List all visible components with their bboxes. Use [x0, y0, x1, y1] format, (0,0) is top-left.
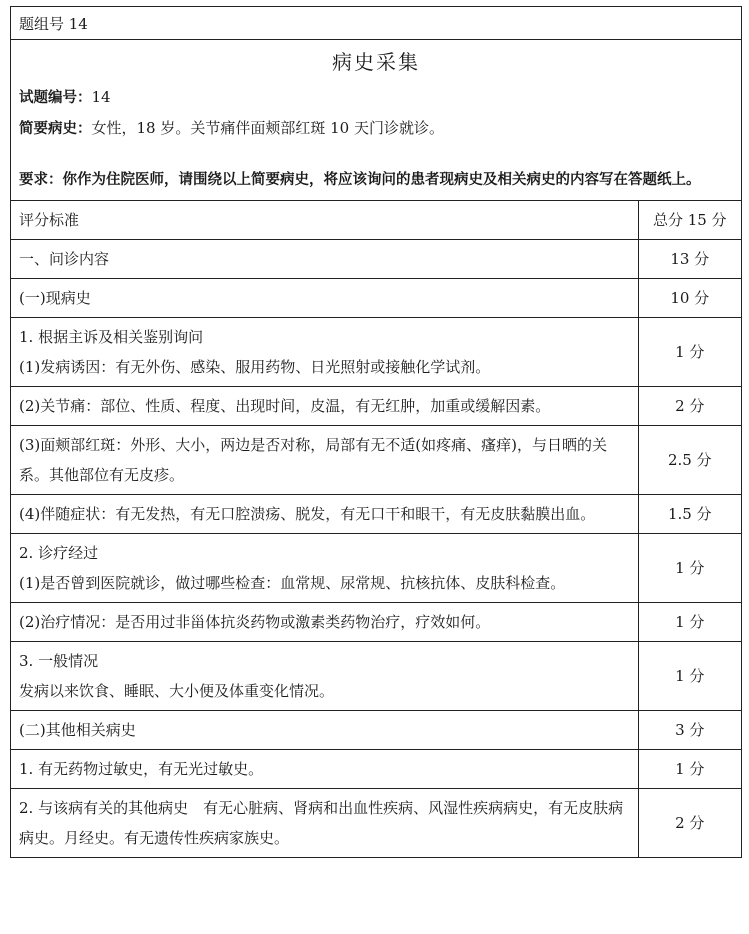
- criteria-line: (3)面颊部红斑：外形、大小，两边是否对称，局部有无不适(如疼痛、瘙痒)，与日晒的关系。其他部位有无皮疹。: [19, 436, 607, 484]
- criteria-cell: [11, 642, 638, 711]
- criteria-cell: [11, 318, 638, 387]
- criteria-cell: [11, 279, 638, 318]
- question-header: [11, 40, 741, 201]
- criteria-cell: [11, 711, 638, 750]
- group-number: 题组号 14: [11, 7, 741, 40]
- score-cell: 2 分: [638, 789, 741, 858]
- criteria-line: (二)其他相关病史: [19, 721, 136, 739]
- criteria-cell: [11, 387, 638, 426]
- criteria-cell: [11, 495, 638, 534]
- history-sep: ：: [77, 121, 92, 137]
- exam-id-line: [19, 82, 733, 113]
- table-row: [11, 603, 741, 642]
- exam-id-sep: ：: [77, 90, 92, 106]
- criteria-line: 1. 有无药物过敏史，有无光过敏史。: [19, 760, 264, 778]
- exam-id-label: 试题编号: [19, 90, 77, 106]
- score-cell: 10 分: [638, 279, 741, 318]
- score-cell: 1 分: [638, 750, 741, 789]
- table-row: [11, 534, 741, 603]
- criteria-line: 3. 一般情况: [19, 652, 99, 670]
- criteria-line: 一、问诊内容: [19, 250, 110, 268]
- criteria-line: 发病以来饮食、睡眠、大小便及体重变化情况。: [19, 682, 335, 700]
- criteria-line: (1)是否曾到医院就诊，做过哪些检查：血常规、尿常规、抗核抗体、皮肤科检查。: [19, 574, 566, 592]
- score-cell: 2 分: [638, 387, 741, 426]
- exam-id-value: 14: [91, 88, 111, 106]
- history-line: [19, 113, 733, 144]
- table-row: [11, 426, 741, 495]
- criteria-line: (2)关节痛：部位、性质、程度、出现时间，皮温，有无红肿，加重或缓解因素。: [19, 397, 551, 415]
- table-row: [11, 642, 741, 711]
- criteria-line: 1. 根据主诉及相关鉴别询问: [19, 328, 204, 346]
- criteria-cell: [11, 240, 638, 279]
- criteria-cell: [11, 426, 638, 495]
- score-cell: 2.5 分: [638, 426, 741, 495]
- score-cell: 1.5 分: [638, 495, 741, 534]
- table-row: [11, 711, 741, 750]
- scoring-table: [11, 201, 741, 857]
- requirement: [19, 166, 733, 194]
- criteria-line: 2. 诊疗经过: [19, 544, 99, 562]
- table-row: [11, 495, 741, 534]
- table-header-row: [11, 201, 741, 240]
- table-row: [11, 387, 741, 426]
- table-row: [11, 279, 741, 318]
- table-row: [11, 750, 741, 789]
- score-cell: 3 分: [638, 711, 741, 750]
- exam-sheet: [10, 6, 742, 858]
- score-cell: 1 分: [638, 642, 741, 711]
- criteria-line: 2. 与该病有关的其他病史 有无心脏病、肾病和出血性疾病、风湿性疾病病史，有无皮肤病病史。月经史。有无遗传性疾病家族史。: [19, 799, 624, 847]
- history-label: 简要病史: [19, 121, 77, 137]
- criteria-line: (一)现病史: [19, 289, 91, 307]
- requirement-label: 要求：: [19, 172, 63, 188]
- criteria-header: 评分标准: [11, 201, 638, 240]
- score-cell: 1 分: [638, 318, 741, 387]
- criteria-line: (1)发病诱因：有无外伤、感染、服用药物、日光照射或接触化学试剂。: [19, 358, 491, 376]
- score-cell: 1 分: [638, 603, 741, 642]
- requirement-text: 你作为住院医师，请围绕以上简要病史，将应该询问的患者现病史及相关病史的内容写在答题纸上。: [62, 172, 701, 188]
- score-cell: 13 分: [638, 240, 741, 279]
- criteria-line: (2)治疗情况：是否用过非甾体抗炎药物或激素类药物治疗，疗效如何。: [19, 613, 491, 631]
- criteria-cell: [11, 534, 638, 603]
- table-row: [11, 318, 741, 387]
- table-row: [11, 789, 741, 858]
- criteria-cell: [11, 750, 638, 789]
- criteria-cell: [11, 789, 638, 858]
- total-score-header: 总分 15 分: [638, 201, 741, 240]
- criteria-line: (4)伴随症状：有无发热，有无口腔溃疡、脱发，有无口干和眼干，有无皮肤黏膜出血。: [19, 505, 596, 523]
- criteria-cell: [11, 603, 638, 642]
- score-cell: 1 分: [638, 534, 741, 603]
- page-title: 病史采集: [332, 50, 420, 74]
- history-value: 女性，18 岁。关节痛伴面颊部红斑 10 天门诊就诊。: [91, 119, 444, 137]
- table-row: [11, 240, 741, 279]
